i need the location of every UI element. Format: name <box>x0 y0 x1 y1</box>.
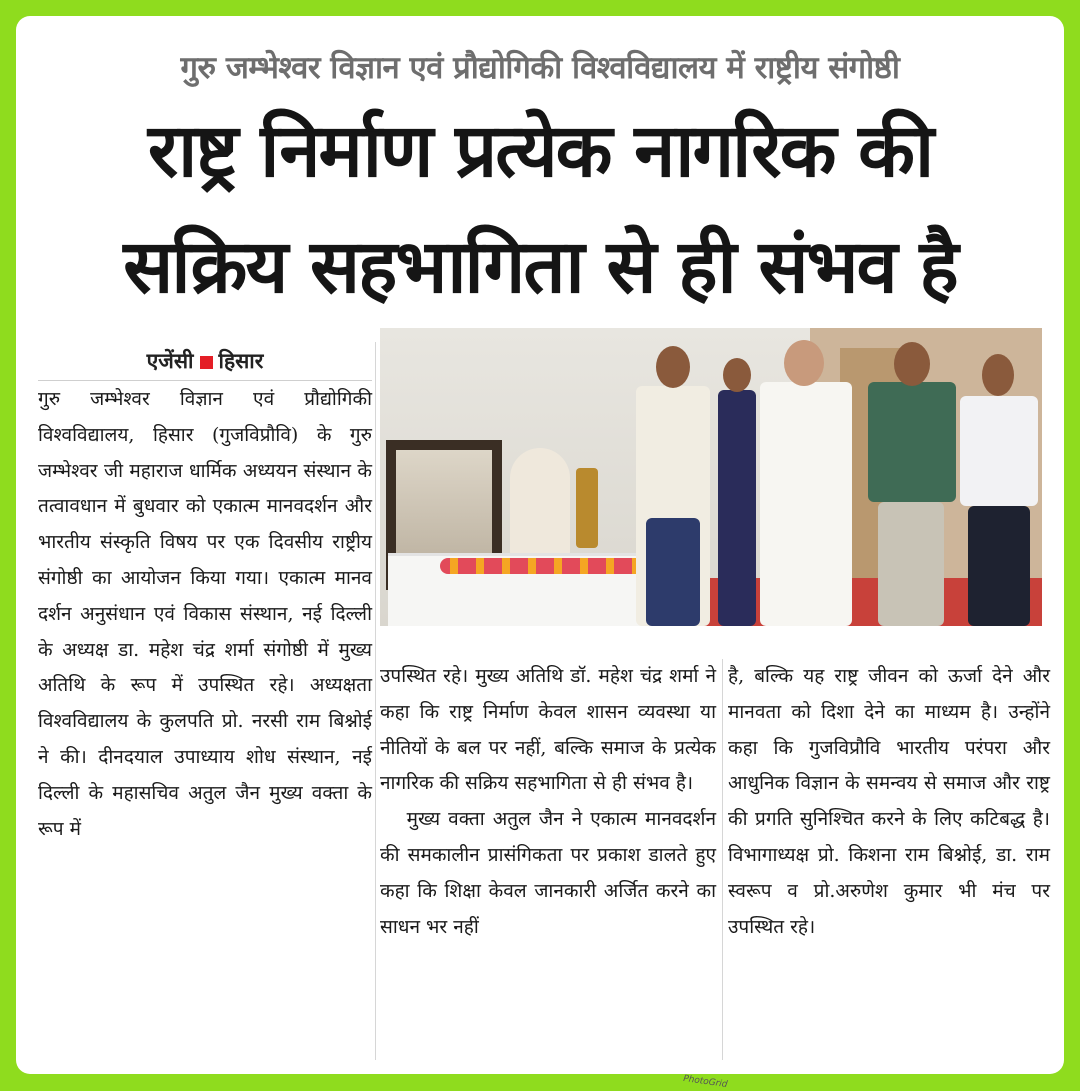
photo-person-head <box>982 354 1014 396</box>
photo-person <box>868 382 956 502</box>
newspaper-clipping <box>16 16 1064 1074</box>
photo-lamp <box>576 468 598 548</box>
byline-place: हिसार <box>218 349 264 373</box>
photo-flowers <box>440 558 660 574</box>
photo-person-trousers <box>968 506 1030 626</box>
photo-person <box>718 390 756 626</box>
photo-person-trousers <box>878 502 944 626</box>
column-divider <box>722 659 723 1060</box>
article-column-2 <box>380 659 716 945</box>
article-column-3 <box>728 659 1050 945</box>
kicker-headline: गुरु जम्भेश्वर विज्ञान एवं प्रौद्योगिकी विश्वविद्यालय में राष्ट्रीय संगोष्ठी <box>180 50 900 86</box>
headline-line-2: सक्रिय सहभागिता से ही संभव है <box>123 224 957 310</box>
headline-line-1: राष्ट्र निर्माण प्रत्येक नागरिक की <box>147 108 933 194</box>
photogrid-watermark: PhotoGrid <box>682 1073 729 1091</box>
column-3-text: है, बल्कि यह राष्ट्र जीवन को ऊर्जा देने और मानवता को दिशा देने का माध्यम है। उन्होंने कहा कि गुजविप्रौवि भारतीय परंपरा और आधुनिक विज्ञान के समन्वय से समाज और राष्ट्र की प्रगति सुनिश्चित करने के लिए कटिबद्ध है। विभागाध्यक्ष प्रो. किशना राम बिश्नोई, डा. राम स्वरूप व प्रो.अरुणेश कुमार भी मंच पर उपस्थित रहे। <box>728 665 1050 938</box>
photo-person-head <box>784 340 824 386</box>
photo-person-trousers <box>646 518 700 626</box>
column-1-text: गुरु जम्भेश्वर विज्ञान एवं प्रौद्योगिकी विश्वविद्यालय, हिसार (गुजविप्रौवि) के गुरु जम्भेश्वर जी महाराज धार्मिक अध्ययन संस्थान के तत्वावधान में बुधवार को एकात्म मानवदर्शन और भारतीय संस्कृति विषय पर एक दिवसीय राष्ट्रीय संगोष्ठी का आयोजन किया गया। एकात्म मानव दर्शन अनुसंधान एवं विकास संस्थान, नई दिल्ली के अध्यक्ष डा. महेश चंद्र शर्मा संगोष्ठी में मुख्य अतिथि के रूप में उपस्थित रहे। अध्यक्षता विश्वविद्यालय के कुलपति प्रो. नरसी राम बिश्नोई ने की। दीनदयाल उपाध्याय शोध संस्थान, नई दिल्ली के महासचिव अतुल जैन मुख्य वक्ता के रूप में <box>38 388 372 840</box>
article-column-1 <box>38 382 372 847</box>
photo-person <box>760 382 852 626</box>
column-2-paragraph-2: मुख्य वक्ता अतुल जैन ने एकात्म मानवदर्शन की समकालीन प्रासंगिकता पर प्रकाश डालते हुए कहा कि शिक्षा केवल जानकारी अर्जित करने का साधन भर नहीं <box>380 808 716 938</box>
byline-agency: एजेंसी <box>146 349 194 373</box>
byline-separator-square <box>200 356 213 369</box>
photo-statue <box>510 448 570 558</box>
column-divider <box>375 342 376 1060</box>
byline <box>38 342 372 381</box>
photo-person-head <box>656 346 690 388</box>
photo-person <box>960 396 1038 506</box>
photo-person-head <box>894 342 930 386</box>
photo-person-head <box>723 358 751 392</box>
column-2-paragraph-1: उपस्थित रहे। मुख्य अतिथि डॉ. महेश चंद्र शर्मा ने कहा कि राष्ट्र निर्माण केवल शासन व्यवस्था या नीतियों के बल पर नहीं, बल्कि समाज के प्रत्येक नागरिक की सक्रिय सहभागिता से ही संभव है। <box>380 665 716 795</box>
event-photo <box>380 328 1042 626</box>
